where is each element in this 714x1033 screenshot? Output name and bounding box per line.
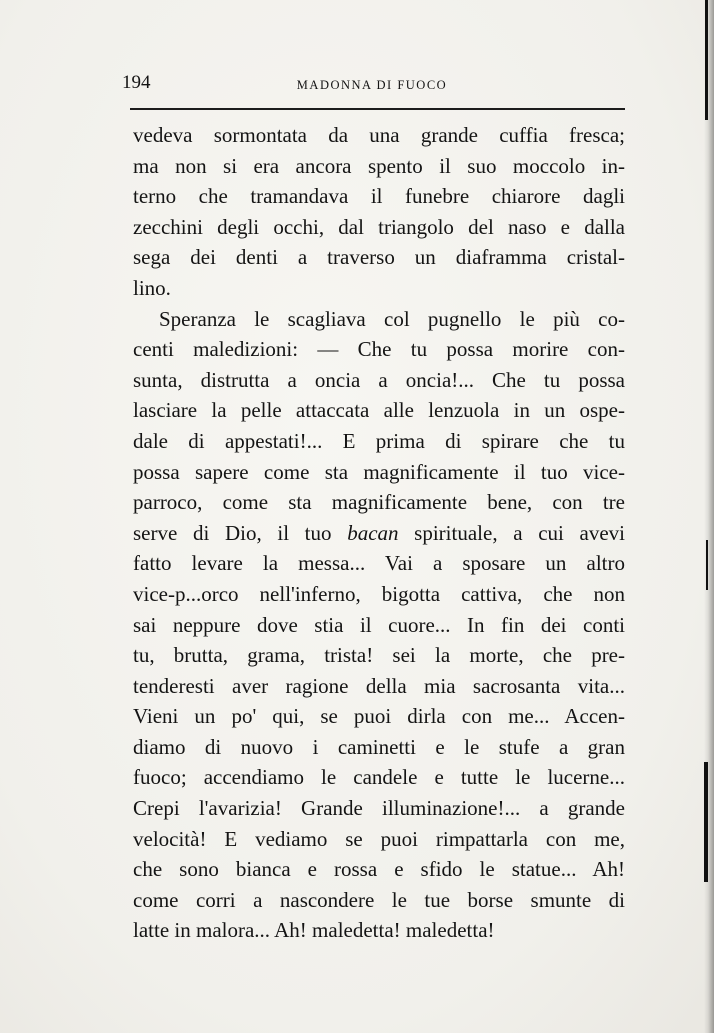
text-line: vedeva sormontata da una grande cuffia fresca; xyxy=(133,123,625,147)
text-line: tu, brutta, grama, trista! sei la morte, che pre- xyxy=(133,643,625,668)
text-line: possa sapere come sta magnificamente il tuo vice- xyxy=(133,459,625,484)
text-line: sega dei denti a traverso un diaframma cristal- xyxy=(133,245,625,270)
spine-edge-mark xyxy=(705,0,708,120)
text-segment: serve di Dio, il tuo xyxy=(133,520,348,545)
text-line: latte in malora... Ah! maledetta! maledetta! xyxy=(133,918,495,943)
text-line: dale di appestati!... E prima di spirare che tu xyxy=(133,428,625,453)
text-line: come corri a nascondere le tue borse smunte di xyxy=(133,887,625,912)
text-line: ma non si era ancora spento il suo moccolo in- xyxy=(133,153,625,178)
page-header xyxy=(122,72,622,98)
text-line-with-italic xyxy=(133,518,625,549)
text-line: centi maledizioni: — Che tu possa morire con- xyxy=(133,337,625,362)
text-line: che sono bianca e rossa e sfido le statue... Ah! xyxy=(133,857,625,882)
text-line: sunta, distrutta a oncia a oncia!... Che tu possa xyxy=(133,367,625,392)
page-number: 194 xyxy=(122,72,151,93)
header-rule xyxy=(130,108,625,110)
text-line: zecchini degli occhi, dal triangolo del naso e dalla xyxy=(133,214,625,239)
text-line: sai neppure dove stia il cuore... In fin dei conti xyxy=(133,612,625,637)
text-segment: spirituale, a cui avevi xyxy=(398,520,625,545)
text-line: tenderesti aver ragione della mia sacrosanta vita... xyxy=(133,673,625,698)
text-line: diamo di nuovo i caminetti e le stufe a gran xyxy=(133,734,625,759)
text-line: fatto levare la messa... Vai a sposare un altro xyxy=(133,551,625,576)
text-line: vice-p...orco nell'inferno, bigotta cattiva, che non xyxy=(133,581,625,606)
text-line: parroco, come sta magnificamente bene, con tre xyxy=(133,490,625,515)
text-line: velocità! E vediamo se puoi rimpattarla con me, xyxy=(133,826,625,851)
text-line: lino. xyxy=(133,275,171,300)
spine-edge-mark xyxy=(704,762,708,882)
spine-edge-mark xyxy=(706,540,708,590)
body-text xyxy=(133,120,625,946)
text-line: lasciare la pelle attaccata alle lenzuola in un ospe- xyxy=(133,398,625,423)
text-line: Vieni un po' qui, se puoi dirla con me... Accen- xyxy=(133,704,625,729)
text-line: terno che tramandava il funebre chiarore dagli xyxy=(133,184,625,209)
text-line: Crepi l'avarizia! Grande illuminazione!... a grande xyxy=(133,796,625,821)
text-line: Speranza le scagliava col pugnello le più co- xyxy=(159,306,625,331)
running-title: MADONNA DI FUOCO xyxy=(296,78,448,92)
italic-word: bacan xyxy=(347,520,399,545)
text-line: fuoco; accendiamo le candele e tutte le lucerne... xyxy=(133,765,625,790)
